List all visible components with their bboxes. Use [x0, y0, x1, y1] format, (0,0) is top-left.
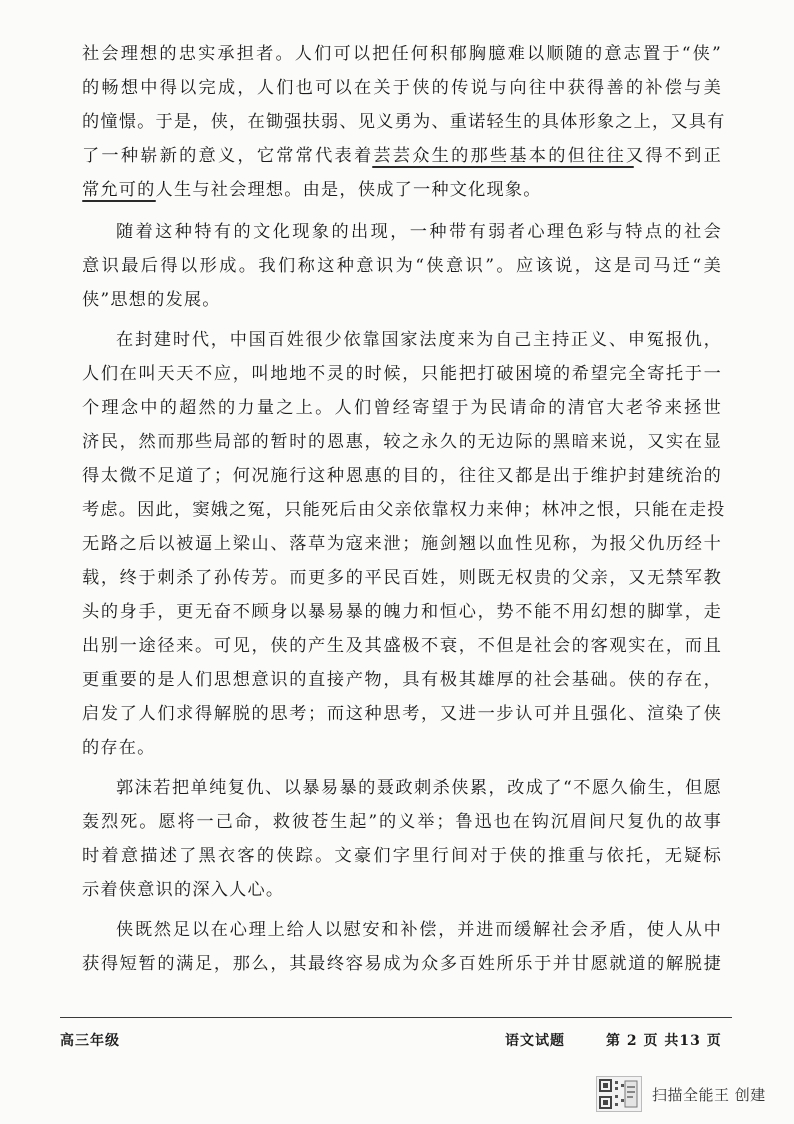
text-line: 郭沫若把单纯复仇、以暴易暴的聂政刺杀侠累，改成了“不愿久偷生，但愿	[116, 778, 722, 798]
pen-underline	[372, 166, 634, 168]
text-line: 考虑。因此，窦娥之冤，只能死后由父亲依靠权力来伸；林冲之恨，只能在走投	[82, 500, 726, 520]
text-line: 随着这种特有的文化现象的出现，一种带有弱者心理色彩与特点的社会	[116, 222, 722, 242]
footer-subject: 语文试题	[505, 1033, 565, 1049]
text-line: 更重要的是人们思想意识的直接产物，具有极其雄厚的社会基础。侠的存在，	[82, 670, 722, 690]
text-line: 的存在。	[82, 738, 156, 758]
text-line: 人们在叫天天不应，叫地地不灵的时候，只能把打破困境的希望完全寄托于一	[82, 364, 722, 384]
footer-grade: 高三年级	[60, 1033, 120, 1049]
footer-divider	[60, 1017, 732, 1018]
text-line: 个理念中的超然的力量之上。人们曾经寄望于为民请命的清官大老爷来拯世	[82, 398, 722, 418]
text-line: 意识最后得以形成。我们称这种意识为“侠意识”。应该说，这是司马迁“美	[82, 256, 722, 276]
text-line: 济民，然而那些局部的暂时的恩惠，较之永久的无边际的黑暗来说，又实在显	[82, 432, 722, 452]
scanner-watermark	[596, 1076, 766, 1112]
text-line: 载，终于刺杀了孙传芳。而更多的平民百姓，则既无权贵的父亲，又无禁军教	[82, 568, 722, 588]
text-line: 社会理想的忠实承担者。人们可以把任何积郁胸臆难以顺随的意志置于“侠”	[82, 44, 722, 64]
pen-underline	[82, 200, 156, 202]
watermark-text: 扫描全能王 创建	[652, 1085, 766, 1104]
text-line: 头的身手，更无奋不顾身以暴易暴的魄力和恒心，势不能不用幻想的脚掌，走	[82, 602, 722, 622]
text-line: 示着侠意识的深入人心。	[82, 880, 285, 900]
text-line: 的憧憬。于是，侠，在锄强扶弱、见义勇为、重诺轻生的具体形象之上，又具有	[82, 112, 726, 132]
text-line: 时着意描述了黑衣客的侠踪。文豪们字里行间对于侠的推重与依托，无疑标	[82, 846, 722, 866]
text-line: 常允可的人生与社会理想。由是，侠成了一种文化现象。	[82, 180, 542, 200]
text-line: 出别一途径来。可见，侠的产生及其盛极不衰，不但是社会的客观实在，而且	[82, 636, 722, 656]
text-line: 了一种崭新的意义，它常常代表着芸芸众生的那些基本的但往往又得不到正	[82, 146, 722, 166]
text-line: 无路之后以被逼上梁山、落草为寇来泄；施剑翘以血性见称，为报父仇历经十	[82, 534, 722, 554]
text-line: 轰烈死。愿将一己命，救彼苍生起”的义举；鲁迅也在钩沉眉间尺复仇的故事	[82, 812, 722, 832]
text-line: 侠既然足以在心理上给人以慰安和补偿，并进而缓解社会矛盾，使人从中	[116, 920, 722, 940]
text-line: 在封建时代，中国百姓很少依靠国家法度来为自己主持正义、申冤报仇，	[116, 330, 722, 350]
text-line: 获得短暂的满足，那么，其最终容易成为众多百姓所乐于并甘愿就道的解脱捷	[82, 954, 722, 974]
qr-code-icon	[596, 1076, 642, 1112]
text-line: 启发了人们求得解脱的思考；而这种思考，又进一步认可并且强化、渲染了侠	[82, 704, 722, 724]
text-line: 的畅想中得以完成，人们也可以在关于侠的传说与向往中获得善的补偿与美	[82, 78, 722, 98]
text-line: 得太微不足道了；何况施行这种恩惠的目的，往往又都是出于维护封建统治的	[82, 466, 722, 486]
footer-page-info: 第 2 页 共13 页	[606, 1033, 722, 1049]
text-line: 侠”思想的发展。	[82, 290, 221, 310]
